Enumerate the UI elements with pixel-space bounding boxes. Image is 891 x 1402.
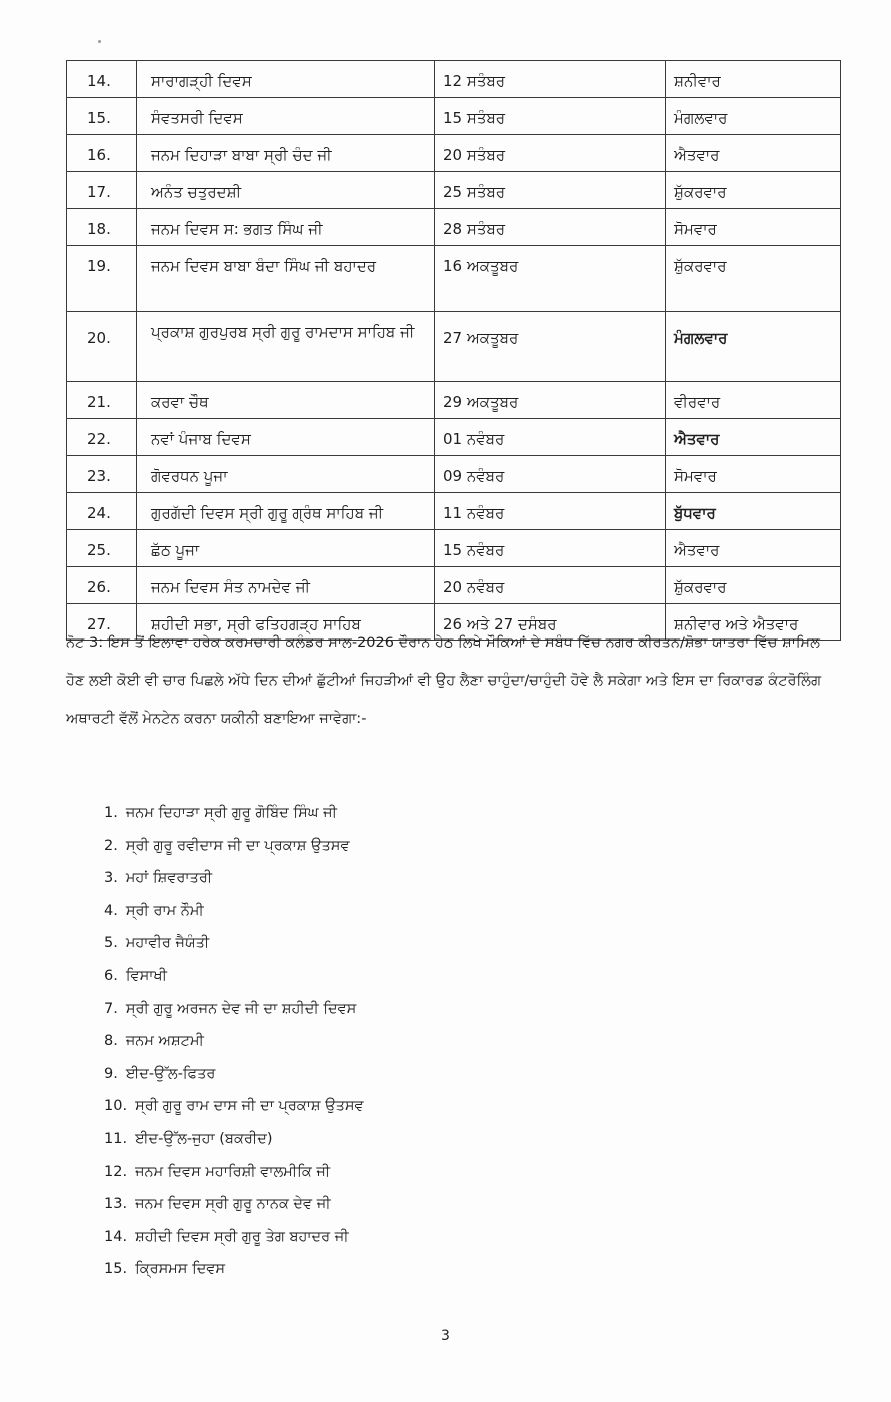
list-item-number: 3.	[104, 870, 118, 887]
holiday-name: ਗੋਵਰਧਨ ਪੂਜਾ	[137, 456, 435, 493]
holiday-date: 16 ਅਕਤੂਬਰ	[435, 246, 666, 312]
page-number: 3	[441, 1328, 450, 1344]
list-item-number: 1.	[104, 805, 118, 821]
holiday-weekday: ਸੋਮਵਾਰ	[666, 209, 841, 246]
serial-number: 23.	[67, 456, 137, 493]
holiday-weekday: ਸ਼ੁੱਕਰਵਾਰ	[666, 567, 841, 604]
list-item-number: 10.	[104, 1098, 128, 1115]
table-row	[67, 567, 841, 604]
serial-number: 26.	[67, 567, 137, 604]
holiday-name: ਜਨਮ ਦਿਵਸ ਸ: ਭਗਤ ਸਿੰਘ ਜੀ	[137, 209, 435, 246]
list-item-number: 7.	[104, 1000, 118, 1017]
holiday-weekday: ਮੰਗਲਵਾਰ	[666, 98, 841, 135]
list-item-text: ਕ੍ਰਿਸਮਸ ਦਿਵਸ	[135, 1261, 226, 1278]
list-item-text: ਸ੍ਰੀ ਗੁਰੂ ਰਵੀਦਾਸ ਜੀ ਦਾ ਪ੍ਰਕਾਸ਼ ਉਤਸਵ	[125, 837, 350, 854]
holiday-date: 29 ਅਕਤੂਬਰ	[435, 382, 666, 419]
list-item-text: ਜਨਮ ਦਿਹਾੜਾ ਸ੍ਰੀ ਗੁਰੂ ਗੋਬਿੰਦ ਸਿੰਘ ਜੀ	[125, 805, 337, 821]
holiday-weekday: ਵੀਰਵਾਰ	[666, 382, 841, 419]
holiday-date: 20 ਨਵੰਬਰ	[435, 567, 666, 604]
serial-number: 19.	[67, 246, 137, 312]
table-row	[67, 246, 841, 312]
list-item	[104, 927, 364, 960]
list-item	[104, 1123, 364, 1156]
list-item-text: ਮਹਾਂ ਸ਼ਿਵਰਾਤਰੀ	[125, 870, 213, 887]
holiday-name: ਪ੍ਰਕਾਸ਼ ਗੁਰਪੁਰਬ ਸ੍ਰੀ ਗੁਰੂ ਰਾਮਦਾਸ ਸਾਹਿਬ ਜੀ	[137, 312, 435, 382]
list-item-number: 2.	[104, 837, 118, 854]
table-row	[67, 382, 841, 419]
holiday-date: 25 ਸਤੰਬਰ	[435, 172, 666, 209]
list-item	[104, 830, 364, 863]
list-item-text: ਸ਼ਹੀਦੀ ਦਿਵਸ ਸ੍ਰੀ ਗੁਰੂ ਤੇਗ ਬਹਾਦਰ ਜੀ	[135, 1228, 349, 1245]
serial-number: 17.	[67, 172, 137, 209]
serial-number: 22.	[67, 419, 137, 456]
list-item-number: 14.	[104, 1228, 128, 1245]
list-item	[104, 1253, 364, 1286]
list-item-number: 12.	[104, 1163, 128, 1180]
list-item-text: ਸ੍ਰੀ ਗੁਰੂ ਰਾਮ ਦਾਸ ਜੀ ਦਾ ਪ੍ਰਕਾਸ਼ ਉਤਸਵ	[135, 1098, 364, 1115]
holiday-date: 28 ਸਤੰਬਰ	[435, 209, 666, 246]
serial-number: 21.	[67, 382, 137, 419]
holiday-name: ਸ਼ਹੀਦੀ ਸਭਾ, ਸ੍ਰੀ ਫਤਿਹਗੜ੍ਹ ਸਾਹਿਬ	[137, 604, 435, 641]
holiday-name: ਅਨੰਤ ਚਤੁਰਦਸ਼ੀ	[137, 172, 435, 209]
holiday-weekday: ਸ਼ੁੱਕਰਵਾਰ	[666, 246, 841, 312]
holiday-date: 27 ਅਕਤੂਬਰ	[435, 312, 666, 382]
list-item	[104, 1058, 364, 1091]
table-row	[67, 98, 841, 135]
serial-number: 27.	[67, 604, 137, 641]
list-item-number: 6.	[104, 967, 118, 984]
list-item	[104, 1090, 364, 1123]
list-item-text: ਵਿਸਾਖੀ	[125, 967, 167, 984]
holidays-table	[66, 60, 841, 641]
table-row	[67, 456, 841, 493]
serial-number: 18.	[67, 209, 137, 246]
note-3-paragraph: ਨੋਟ 3: ਇਸ ਤੋਂ ਇਲਾਵਾ ਹਰੇਕ ਕਰਮਚਾਰੀ ਕਲੰਡਰ ਸਾਲ-2026 ਦੌਰਾਨ ਹੇਠ ਲਿਖੇ ਮੌਕਿਆਂ ਦੇ ਸਬੰਧ ਵਿੱਚ ਨਗਰ ਕੀਰਤਨ/ਸ਼ੋਭਾ ਯਾਤਰਾ ਵਿੱਚ ਸ਼ਾਮਿਲ ਹੋਣ ਲਈ ਕੋਈ ਵੀ ਚਾਰ ਪਿਛਲੇ ਅੱਧੇ ਦਿਨ ਦੀਆਂ ਛੁੱਟੀਆਂ ਜਿਹੜੀਆਂ ਵੀ ਉਹ ਲੈਣਾ ਚਾਹੁੰਦਾ/ਚਾਹੁੰਦੀ ਹੋਵੇ ਲੈ ਸਕੇਗਾ ਅਤੇ ਇਸ ਦਾ ਰਿਕਾਰਡ ਕੰਟਰੋਲਿੰਗ ਅਥਾਰਟੀ ਵੱਲੋਂ ਮੇਨਟੇਨ ਕਰਨਾ ਯਕੀਨੀ ਬਣਾਇਆ ਜਾਵੇਗਾ:-	[66, 635, 822, 727]
table-row	[67, 135, 841, 172]
occasions-list	[104, 797, 364, 1286]
holiday-weekday: ਸ਼ਨੀਵਾਰ ਅਤੇ ਐਤਵਾਰ	[666, 604, 841, 641]
list-item	[104, 1156, 364, 1189]
list-item-text: ਮਹਾਵੀਰ ਜੈਯੰਤੀ	[125, 935, 210, 952]
holiday-date: 20 ਸਤੰਬਰ	[435, 135, 666, 172]
holiday-name: ਨਵਾਂ ਪੰਜਾਬ ਦਿਵਸ	[137, 419, 435, 456]
list-item-number: 13.	[104, 1196, 128, 1213]
holiday-name: ਸੰਵਤਸਰੀ ਦਿਵਸ	[137, 98, 435, 135]
holiday-date: 12 ਸਤੰਬਰ	[435, 61, 666, 98]
holiday-date: 15 ਸਤੰਬਰ	[435, 98, 666, 135]
holiday-weekday: ਐਤਵਾਰ	[666, 419, 841, 456]
list-item-number: 15.	[104, 1261, 128, 1278]
list-item	[104, 797, 364, 830]
list-item	[104, 993, 364, 1026]
holiday-weekday: ਐਤਵਾਰ	[666, 530, 841, 567]
table-row	[67, 312, 841, 382]
holiday-weekday: ਮੰਗਲਵਾਰ	[666, 312, 841, 382]
scan-speck	[98, 40, 101, 43]
serial-number: 16.	[67, 135, 137, 172]
list-item-text: ਜਨਮ ਦਿਵਸ ਮਹਾਰਿਸ਼ੀ ਵਾਲਮੀਕਿ ਜੀ	[135, 1163, 331, 1180]
list-item-text: ਜਨਮ ਦਿਵਸ ਸ੍ਰੀ ਗੁਰੂ ਨਾਨਕ ਦੇਵ ਜੀ	[135, 1196, 331, 1213]
serial-number: 14.	[67, 61, 137, 98]
holiday-weekday: ਐਤਵਾਰ	[666, 135, 841, 172]
holiday-name: ਛੱਠ ਪੂਜਾ	[137, 530, 435, 567]
holiday-weekday: ਸੋਮਵਾਰ	[666, 456, 841, 493]
list-item	[104, 895, 364, 928]
list-item-number: 8.	[104, 1033, 118, 1050]
list-item-text: ਈਦ-ਉੱਲ-ਫਿਤਰ	[125, 1065, 216, 1082]
holiday-name: ਸਾਰਾਗੜ੍ਹੀ ਦਿਵਸ	[137, 61, 435, 98]
list-item	[104, 862, 364, 895]
list-item-number: 4.	[104, 902, 118, 919]
holiday-weekday: ਸ਼ੁੱਕਰਵਾਰ	[666, 172, 841, 209]
list-item-text: ਈਦ-ਉੱਲ-ਜੁਹਾ (ਬਕਰੀਦ)	[135, 1130, 273, 1147]
list-item-number: 5.	[104, 935, 118, 952]
table-row	[67, 172, 841, 209]
holiday-date: 01 ਨਵੰਬਰ	[435, 419, 666, 456]
holiday-date: 09 ਨਵੰਬਰ	[435, 456, 666, 493]
table-row	[67, 209, 841, 246]
table-row	[67, 493, 841, 530]
holiday-name: ਜਨਮ ਦਿਵਸ ਬਾਬਾ ਬੰਦਾ ਸਿੰਘ ਜੀ ਬਹਾਦਰ	[137, 246, 435, 312]
list-item	[104, 1221, 364, 1254]
list-item-number: 11.	[104, 1130, 128, 1147]
holiday-weekday: ਬੁੱਧਵਾਰ	[666, 493, 841, 530]
list-item	[104, 1188, 364, 1221]
table-row	[67, 530, 841, 567]
serial-number: 15.	[67, 98, 137, 135]
holiday-name: ਜਨਮ ਦਿਹਾੜਾ ਬਾਬਾ ਸ੍ਰੀ ਚੰਦ ਜੀ	[137, 135, 435, 172]
holiday-name: ਕਰਵਾ ਚੌਥ	[137, 382, 435, 419]
list-item-text: ਜਨਮ ਅਸ਼ਟਮੀ	[125, 1033, 204, 1050]
table-row	[67, 419, 841, 456]
serial-number: 25.	[67, 530, 137, 567]
serial-number: 24.	[67, 493, 137, 530]
holiday-date: 26 ਅਤੇ 27 ਦਸੰਬਰ	[435, 604, 666, 641]
table-row	[67, 61, 841, 98]
holiday-date: 11 ਨਵੰਬਰ	[435, 493, 666, 530]
list-item-text: ਸ੍ਰੀ ਗੁਰੂ ਅਰਜਨ ਦੇਵ ਜੀ ਦਾ ਸ਼ਹੀਦੀ ਦਿਵਸ	[125, 1000, 357, 1017]
holiday-name: ਗੁਰਗੱਦੀ ਦਿਵਸ ਸ੍ਰੀ ਗੁਰੂ ਗ੍ਰੰਥ ਸਾਹਿਬ ਜੀ	[137, 493, 435, 530]
list-item	[104, 960, 364, 993]
serial-number: 20.	[67, 312, 137, 382]
holiday-name: ਜਨਮ ਦਿਵਸ ਸੰਤ ਨਾਮਦੇਵ ਜੀ	[137, 567, 435, 604]
list-item	[104, 1025, 364, 1058]
list-item-text: ਸ੍ਰੀ ਰਾਮ ਨੌਮੀ	[125, 902, 204, 919]
holiday-weekday: ਸ਼ਨੀਵਾਰ	[666, 61, 841, 98]
holiday-date: 15 ਨਵੰਬਰ	[435, 530, 666, 567]
list-item-number: 9.	[104, 1065, 118, 1082]
